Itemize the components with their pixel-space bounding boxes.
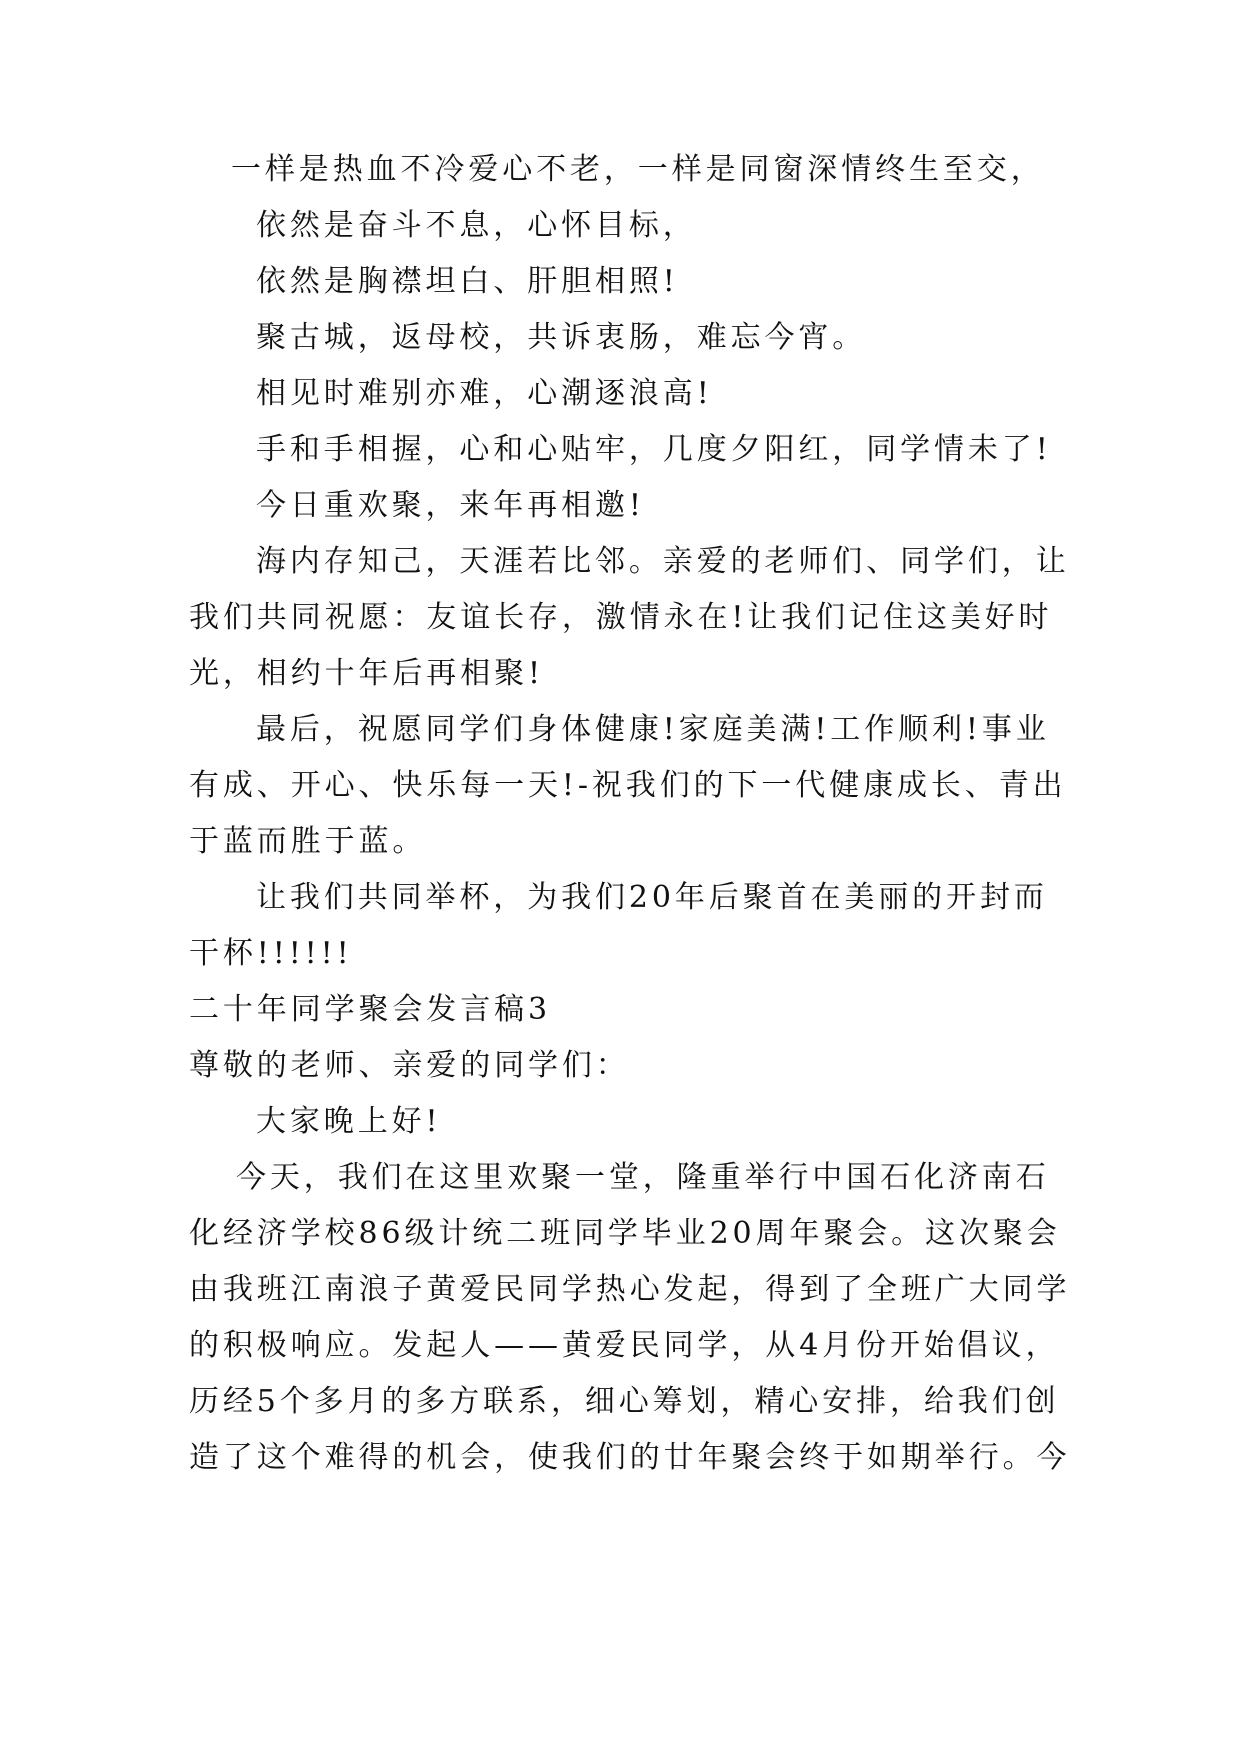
text-line: 造了这个难得的机会，使我们的廿年聚会终于如期举行。今 bbox=[189, 1440, 1071, 1475]
text-line: 今日重欢聚，来年再相邀! bbox=[256, 488, 645, 523]
text-line: 今天，我们在这里欢聚一堂，隆重举行中国石化济南石 bbox=[236, 1160, 1050, 1195]
text-line: 历经5个多月的多方联系，细心筹划，精心安排，给我们创 bbox=[189, 1384, 1060, 1419]
text-line: 我们共同祝愿：友谊长存，激情永在!让我们记住这美好时 bbox=[189, 600, 1053, 635]
text-line: 最后，祝愿同学们身体健康!家庭美满!工作顺利!事业 bbox=[256, 712, 1050, 747]
text-line: 一样是热血不冷爱心不老，一样是同窗深情终生至交， bbox=[231, 152, 1045, 187]
greeting: 大家晚上好! bbox=[256, 1104, 442, 1139]
text-line: 光，相约十年后再相聚! bbox=[189, 656, 544, 691]
salutation: 尊敬的老师、亲爱的同学们： bbox=[189, 1048, 630, 1083]
text-line: 化经济学校86级计统二班同学毕业20周年聚会。这次聚会 bbox=[189, 1216, 1061, 1251]
text-line: 依然是奋斗不息，心怀目标， bbox=[256, 208, 697, 243]
text-line: 聚古城，返母校，共诉衷肠，难忘今宵。 bbox=[256, 320, 867, 355]
text-line: 干杯!!!!!! bbox=[189, 936, 353, 971]
text-line: 让我们共同举杯，为我们20年后聚首在美丽的开封而 bbox=[256, 880, 1048, 915]
text-line: 于蓝而胜于蓝。 bbox=[189, 824, 427, 859]
text-line: 依然是胸襟坦白、肝胆相照! bbox=[256, 264, 679, 299]
text-line: 有成、开心、快乐每一天!-祝我们的下一代健康成长、青出 bbox=[189, 768, 1067, 803]
text-line: 相见时难别亦难，心潮逐浪高! bbox=[256, 376, 713, 411]
text-line: 海内存知己，天涯若比邻。亲爱的老师们、同学们，让 bbox=[256, 544, 1070, 579]
text-line: 手和手相握，心和心贴牢，几度夕阳红，同学情未了! bbox=[256, 432, 1052, 467]
text-line: 由我班江南浪子黄爱民同学热心发起，得到了全班广大同学 bbox=[189, 1272, 1071, 1307]
section-heading: 二十年同学聚会发言稿3 bbox=[189, 992, 551, 1027]
text-line: 的积极响应。发起人——黄爱民同学，从4月份开始倡议， bbox=[189, 1328, 1060, 1363]
